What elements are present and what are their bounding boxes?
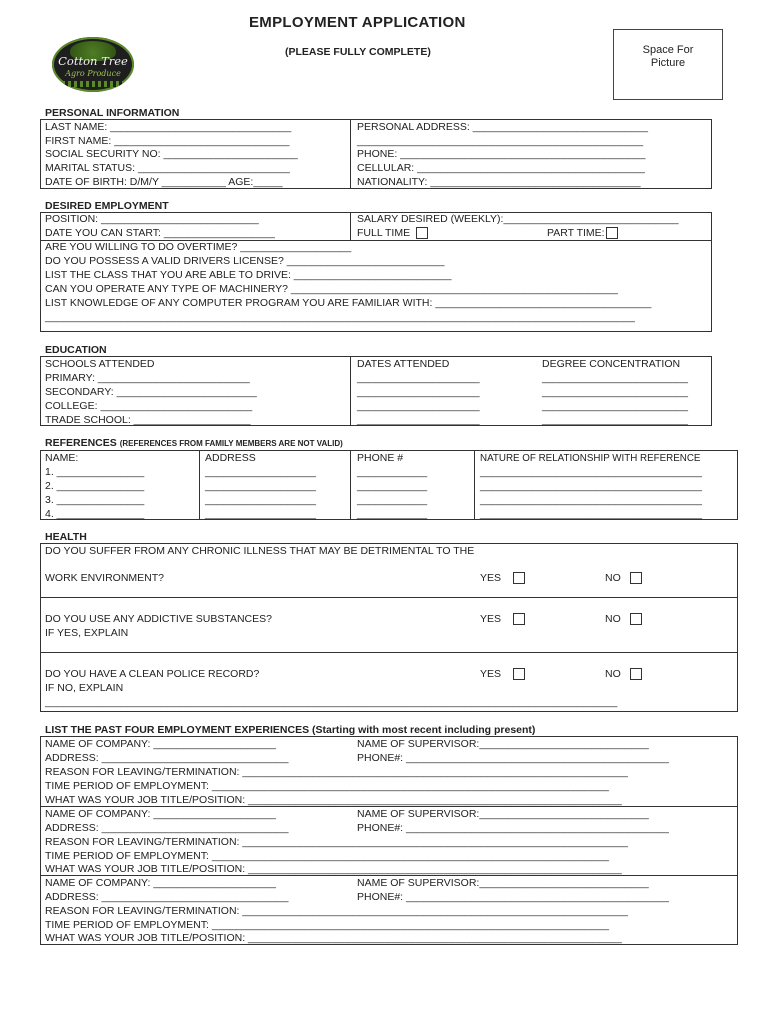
yes-label: YES xyxy=(480,572,502,584)
substances-explain: IF YES, EXPLAIN xyxy=(45,627,129,639)
degree-header: DEGREE CONCENTRATION xyxy=(542,358,681,370)
schools-header: SCHOOLS ATTENDED xyxy=(45,358,155,370)
ref-address-field[interactable]: ___________________ xyxy=(205,508,316,520)
dates-header: DATES ATTENDED xyxy=(357,358,450,370)
references-note: (REFERENCES FROM FAMILY MEMBERS ARE NOT VALID) xyxy=(119,439,343,448)
full-time-label: FULL TIME xyxy=(357,227,411,239)
nationality-field[interactable]: NATIONALITY: ____________________________________ xyxy=(357,175,641,188)
degree-field[interactable]: _________________________ xyxy=(542,400,688,412)
illness-yes-checkbox[interactable] xyxy=(513,572,525,584)
company-field[interactable]: NAME OF COMPANY: _____________________ xyxy=(45,808,276,820)
marital-status-field[interactable]: MARITAL STATUS: __________________________ xyxy=(45,162,290,175)
employment-heading: LIST THE PAST FOUR EMPLOYMENT EXPERIENCES (Starting with most recent including present) xyxy=(45,724,536,736)
ref-address-field[interactable]: ___________________ xyxy=(205,480,316,492)
company-field[interactable]: NAME OF COMPANY: _____________________ xyxy=(45,877,276,889)
part-time-label: PART TIME: xyxy=(547,227,605,239)
employer-phone-field[interactable]: PHONE#: _____________________________________________ xyxy=(357,752,669,764)
police-explain: IF NO, EXPLAIN xyxy=(45,682,124,694)
degree-field[interactable]: _________________________ xyxy=(542,372,688,384)
ref-name-field[interactable]: 1. _______________ xyxy=(45,466,145,478)
personal-divider xyxy=(350,119,351,189)
police-yes-option[interactable] xyxy=(480,668,525,682)
leaving-reason-field[interactable]: REASON FOR LEAVING/TERMINATION: __________________________________________________________________ xyxy=(45,766,628,778)
start-date-field[interactable]: DATE YOU CAN START: ___________________ xyxy=(45,227,275,239)
driving-class-question[interactable]: LIST THE CLASS THAT YOU ARE ABLE TO DRIVE: ___________________________ xyxy=(45,269,452,281)
desired-divider xyxy=(350,212,351,240)
desired-heading: DESIRED EMPLOYMENT xyxy=(45,200,169,212)
employment-period-field[interactable]: TIME PERIOD OF EMPLOYMENT: ____________________________________________________________________ xyxy=(45,850,609,862)
trade-school-field[interactable]: TRADE SCHOOL: ____________________ xyxy=(45,414,251,426)
leaving-reason-field[interactable]: REASON FOR LEAVING/TERMINATION: __________________________________________________________________ xyxy=(45,836,628,848)
leaving-reason-field[interactable]: REASON FOR LEAVING/TERMINATION: __________________________________________________________________ xyxy=(45,905,628,917)
no-label: NO xyxy=(605,668,621,680)
employment-period-field[interactable]: TIME PERIOD OF EMPLOYMENT: ____________________________________________________________________ xyxy=(45,780,609,792)
illness-question: DO YOU SUFFER FROM ANY CHRONIC ILLNESS THAT MAY BE DETRIMENTAL TO THE xyxy=(45,545,475,557)
substances-question: DO YOU USE ANY ADDICTIVE SUBSTANCES? xyxy=(45,613,272,625)
ref-phone-header: PHONE # xyxy=(357,452,404,464)
ref-address-field[interactable]: ___________________ xyxy=(205,494,316,506)
illness-no-option[interactable] xyxy=(605,572,642,586)
ref-name-header: NAME: xyxy=(45,452,79,464)
company-field[interactable]: NAME OF COMPANY: _____________________ xyxy=(45,738,276,750)
supervisor-field[interactable]: NAME OF SUPERVISOR:_____________________________ xyxy=(357,738,649,750)
police-explain-line[interactable]: __________________________________________________________________________________________________ xyxy=(45,696,618,708)
employer-address-field[interactable]: ADDRESS: ________________________________ xyxy=(45,822,289,834)
ref-phone-field[interactable]: ____________ xyxy=(357,466,428,478)
dates-field[interactable]: _____________________ xyxy=(357,386,480,398)
references-heading xyxy=(45,437,343,449)
references-divider xyxy=(474,450,475,520)
ref-phone-field[interactable]: ____________ xyxy=(357,494,428,506)
employer-phone-field[interactable]: PHONE#: _____________________________________________ xyxy=(357,891,669,903)
computer-question[interactable]: LIST KNOWLEDGE OF ANY COMPUTER PROGRAM YOU ARE FAMILIAR WITH: _____________________________________ xyxy=(45,297,652,309)
illness-question-cont: WORK ENVIRONMENT? xyxy=(45,572,165,584)
health-rule xyxy=(40,652,738,653)
references-divider xyxy=(199,450,200,520)
license-question[interactable]: DO YOU POSSESS A VALID DRIVERS LICENSE? ___________________________ xyxy=(45,255,445,267)
degree-field[interactable]: _________________________ xyxy=(542,386,688,398)
dates-field[interactable]: _____________________ xyxy=(357,372,480,384)
machinery-question[interactable]: CAN YOU OPERATE ANY TYPE OF MACHINERY? ________________________________________________________ xyxy=(45,283,618,295)
phone-field[interactable]: PHONE: __________________________________________ xyxy=(357,148,646,161)
page-title: EMPLOYMENT APPLICATION xyxy=(249,14,466,31)
college-field[interactable]: COLLEGE: __________________________ xyxy=(45,400,253,412)
ref-name-field[interactable]: 2. _______________ xyxy=(45,480,145,492)
ref-nature-field[interactable]: ______________________________________ xyxy=(480,508,702,520)
company-logo xyxy=(52,37,134,92)
employment-period-field[interactable]: TIME PERIOD OF EMPLOYMENT: ____________________________________________________________________ xyxy=(45,919,609,931)
cellular-field[interactable]: CELLULAR: _______________________________________ xyxy=(357,162,645,175)
health-box xyxy=(40,543,738,712)
first-name-field[interactable]: FIRST NAME: ______________________________ xyxy=(45,134,290,147)
dates-field[interactable]: _____________________ xyxy=(357,414,480,426)
position-field[interactable]: POSITION: ___________________________ xyxy=(45,213,259,225)
job-title-field[interactable]: WHAT WAS YOUR JOB TITLE/POSITION: ________________________________________________________________ xyxy=(45,932,622,944)
personal-address-line2[interactable]: _________________________________________________ xyxy=(357,134,644,147)
police-yes-checkbox[interactable] xyxy=(513,668,525,680)
ssn-field[interactable]: SOCIAL SECURITY NO: _______________________ xyxy=(45,148,298,161)
ref-nature-field[interactable]: ______________________________________ xyxy=(480,494,702,506)
employer-address-field[interactable]: ADDRESS: ________________________________ xyxy=(45,891,289,903)
page-subtitle: (PLEASE FULLY COMPLETE) xyxy=(285,46,431,58)
education-divider xyxy=(350,356,351,426)
logo-field-stripes xyxy=(62,81,124,87)
overtime-question[interactable]: ARE YOU WILLING TO DO OVERTIME? ___________________ xyxy=(45,241,352,253)
health-rule xyxy=(40,597,738,598)
job-title-field[interactable]: WHAT WAS YOUR JOB TITLE/POSITION: ________________________________________________________________ xyxy=(45,794,622,806)
references-divider xyxy=(350,450,351,520)
substances-no-checkbox[interactable] xyxy=(630,613,642,625)
job-title-field[interactable]: WHAT WAS YOUR JOB TITLE/POSITION: ________________________________________________________________ xyxy=(45,863,622,875)
substances-yes-checkbox[interactable] xyxy=(513,613,525,625)
computer-answer-line[interactable]: _____________________________________________________________________________________________________ xyxy=(45,311,635,323)
ref-nature-header: NATURE OF RELATIONSHIP WITH REFERENCE xyxy=(480,453,701,464)
police-no-checkbox[interactable] xyxy=(630,668,642,680)
education-heading: EDUCATION xyxy=(45,344,107,356)
salary-field[interactable]: SALARY DESIRED (WEEKLY):______________________________ xyxy=(357,213,679,225)
dates-field[interactable]: _____________________ xyxy=(357,400,480,412)
illness-no-checkbox[interactable] xyxy=(630,572,642,584)
yes-label: YES xyxy=(480,668,502,680)
last-name-field[interactable]: LAST NAME: _______________________________ xyxy=(45,121,292,133)
supervisor-field[interactable]: NAME OF SUPERVISOR:_____________________________ xyxy=(357,877,649,889)
substances-yes-option[interactable] xyxy=(480,613,525,627)
dob-age-field[interactable]: DATE OF BIRTH: D/M/Y ___________ AGE:_____ xyxy=(45,175,283,188)
substances-no-option[interactable] xyxy=(605,613,642,627)
police-question: DO YOU HAVE A CLEAN POLICE RECORD? xyxy=(45,668,260,680)
illness-yes-option[interactable] xyxy=(480,572,525,586)
no-label: NO xyxy=(605,613,621,625)
ref-phone-field[interactable]: ____________ xyxy=(357,480,428,492)
police-no-option[interactable] xyxy=(605,668,642,682)
personal-address-field[interactable]: PERSONAL ADDRESS: ______________________________ xyxy=(357,121,648,133)
primary-field[interactable]: PRIMARY: __________________________ xyxy=(45,372,250,384)
part-time-option[interactable] xyxy=(547,227,618,241)
yes-label: YES xyxy=(480,613,502,625)
full-time-option[interactable] xyxy=(357,227,428,241)
no-label: NO xyxy=(605,572,621,584)
logo-name: Cotton Tree xyxy=(58,54,128,68)
employer-phone-field[interactable]: PHONE#: _____________________________________________ xyxy=(357,822,669,834)
ref-name-field[interactable]: 3. _______________ xyxy=(45,494,145,506)
references-title: REFERENCES xyxy=(45,437,117,449)
employer-address-field[interactable]: ADDRESS: ________________________________ xyxy=(45,752,289,764)
logo-tagline: Agro Produce xyxy=(65,69,121,78)
full-time-checkbox[interactable] xyxy=(416,227,428,239)
ref-address-header: ADDRESS xyxy=(205,452,256,464)
ref-nature-field[interactable]: ______________________________________ xyxy=(480,466,702,478)
photo-box[interactable]: Space For Picture xyxy=(613,29,723,100)
health-heading: HEALTH xyxy=(45,531,87,543)
ref-nature-field[interactable]: ______________________________________ xyxy=(480,480,702,492)
ref-phone-field[interactable]: ____________ xyxy=(357,508,428,520)
ref-address-field[interactable]: ___________________ xyxy=(205,466,316,478)
secondary-field[interactable]: SECONDARY: ________________________ xyxy=(45,386,257,398)
degree-field[interactable]: _________________________ xyxy=(542,414,688,426)
supervisor-field[interactable]: NAME OF SUPERVISOR:_____________________________ xyxy=(357,808,649,820)
ref-name-field[interactable]: 4. _______________ xyxy=(45,508,145,520)
part-time-checkbox[interactable] xyxy=(606,227,618,239)
personal-heading: PERSONAL INFORMATION xyxy=(45,107,180,119)
